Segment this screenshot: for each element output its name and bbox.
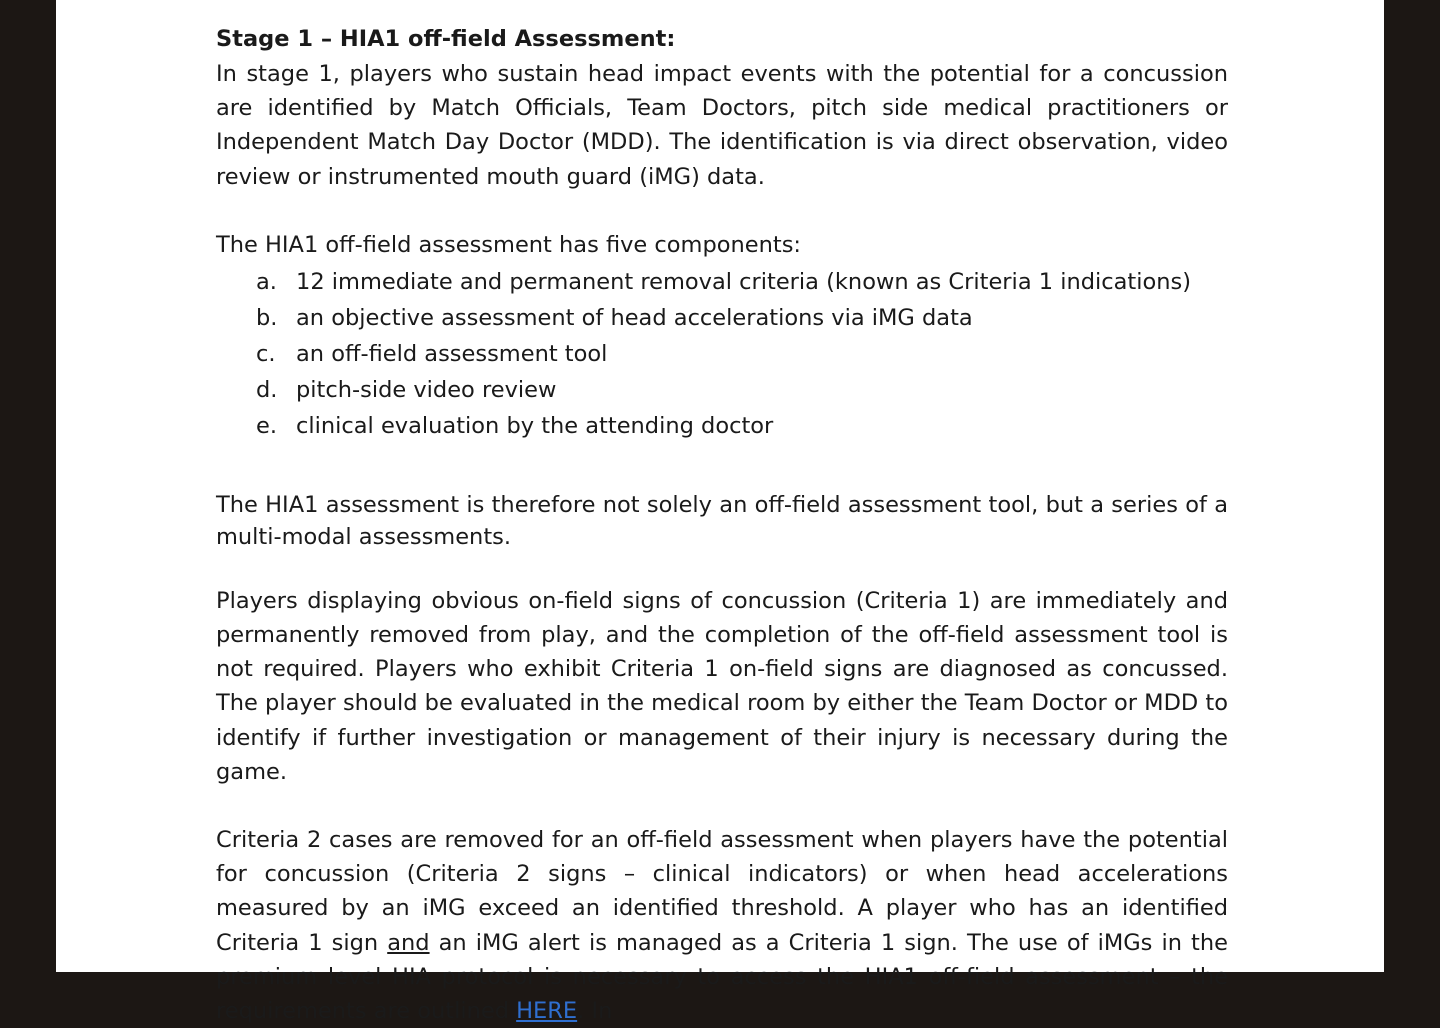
requirements-link[interactable]: HERE [516,998,578,1025]
section-heading: Stage 1 – HIA1 off-field Assessment: [216,26,676,52]
list-item [256,408,1228,444]
list-marker: d. [256,376,278,403]
criteria-1-paragraph: Players displaying obvious on-field signs of concussion (Criteria 1) are immediately and permanently removed from play, and the completion of the off-field assessment tool is not required. Players who exhibit Criteria 1 on-field signs are diagnosed as concussed. The player should be evaluated in the medical room by either the Team Doctor or MDD to identify if further investigation or management of their injury is necessary during the game. [216,587,1228,785]
list-item [256,264,1228,300]
list-item-text: 12 immediate and permanent removal criteria (known as Criteria 1 indications) [296,268,1192,295]
list-item-text: an off-field assessment tool [296,340,608,367]
document-page [56,0,1384,1025]
list-item-text: clinical evaluation by the attending doctor [296,412,774,439]
components-list [216,264,1228,444]
criteria-2-text-part2: an iMG alert is managed as a Criteria 1 sign. The use of iMGs in the premium level HIA protocol is necessary to access the HIA1 off-field assessment – the requirements are outlined [216,929,1228,1025]
list-marker: e. [256,412,277,439]
multi-modal-paragraph: The HIA1 assessment is therefore not solely an off-field assessment tool, but a series of a multi-modal assessments. [216,491,1228,551]
intro-paragraph: In stage 1, players who sustain head impact events with the potential for a concussion are identified by Match Officials, Team Doctors, pitch side medical practitioners or Independent Match Day Doctor (MDD). The identification is via direct observation, video review or instrumented mouth guard (iMG) data. [216,61,1228,190]
list-marker: c. [256,340,276,367]
list-item-text: pitch-side video review [296,376,557,403]
criteria-2-text-part1: Criteria 2 cases are removed for an off-field assessment when players have the potential for concussion (Criteria 2 signs – clinical indicators) or when head accelerations measured by an iMG exceed an identified threshold. A player who has an identified Criteria 1 sign [216,827,1228,956]
list-item-text: an objective assessment of head accelerations via iMG data [296,304,973,331]
page-content [216,22,1228,1028]
list-item [256,336,1228,372]
list-marker: b. [256,304,278,331]
underlined-and: and [387,929,430,956]
criteria-2-text-part3: . In [577,998,613,1025]
criteria-2-paragraph [216,823,1228,1028]
list-marker: a. [256,268,277,295]
components-lead: The HIA1 off-field assessment has five components: [216,231,802,258]
list-item [256,372,1228,408]
list-item [256,300,1228,336]
